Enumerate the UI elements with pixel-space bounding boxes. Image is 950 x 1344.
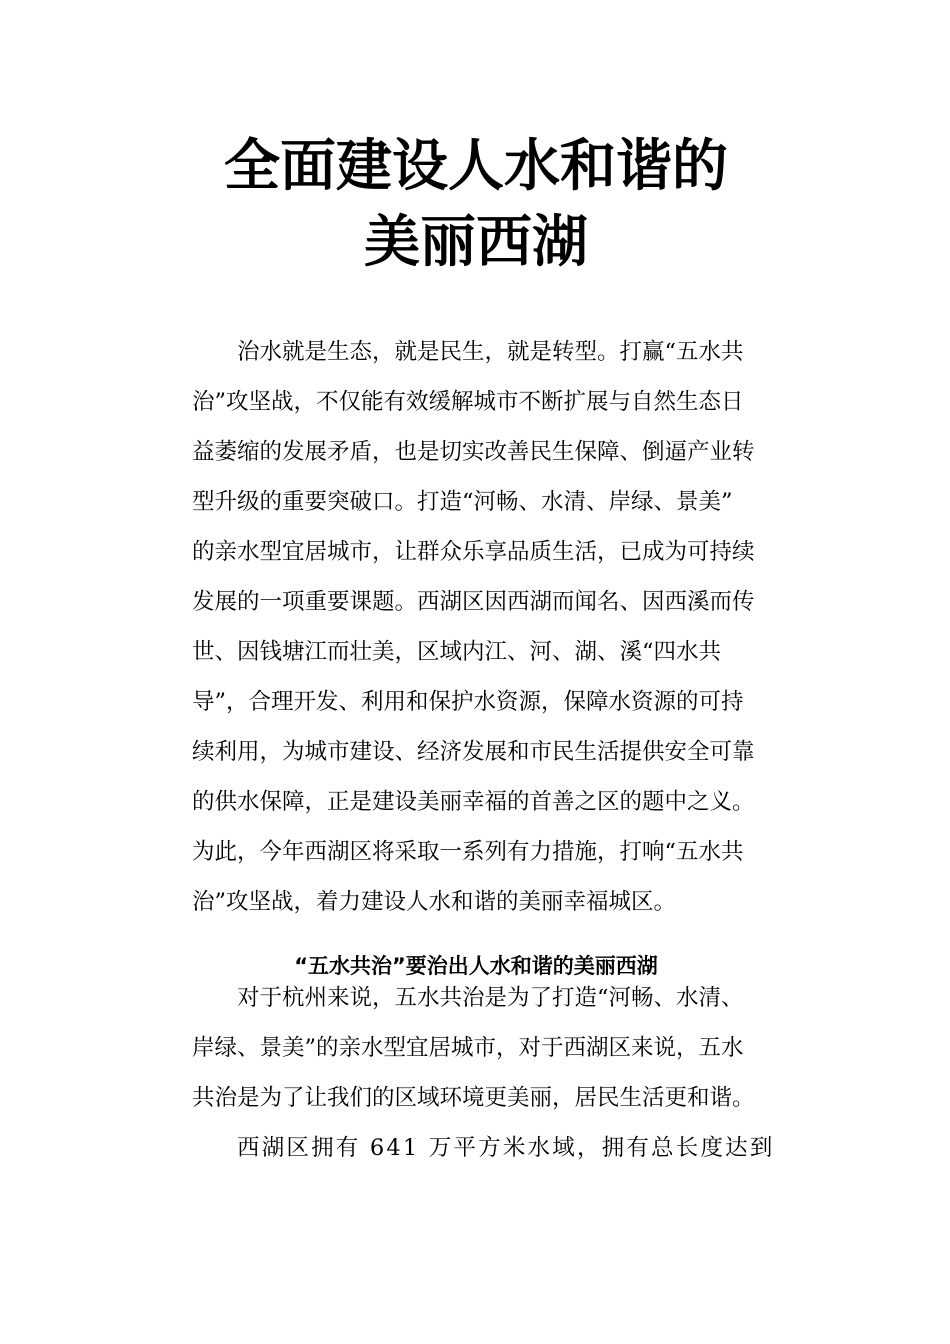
paragraph-line: 续利用，为城市建设、经济发展和市民生活提供安全可靠 (192, 739, 755, 765)
paragraph-line: 的亲水型宜居城市，让群众乐享品质生活，已成为可持续 (192, 539, 755, 565)
paragraph-line: 导”，合理开发、利用和保护水资源，保障水资源的可持 (192, 689, 744, 715)
paragraph-line: 型升级的重要突破口。打造“河畅、水清、岸绿、景美” (192, 489, 733, 515)
paragraph-line: 治”攻坚战，着力建设人水和谐的美丽幸福城区。 (192, 889, 677, 915)
paragraph-1 (192, 327, 760, 927)
paragraph-line: 的供水保障，正是建设美丽幸福的首善之区的题中之义。 (192, 789, 755, 815)
paragraph-3 (192, 1123, 775, 1173)
paragraph-line: 发展的一项重要课题。西湖区因西湖而闻名、因西溪而传 (192, 589, 755, 615)
section-heading: “五水共治”要治出人水和谐的美丽西湖 (294, 954, 658, 979)
paragraph-line: 对于杭州来说，五水共治是为了打造“河畅、水清、 (237, 985, 744, 1011)
paragraph-line: 治”攻坚战，不仅能有效缓解城市不断扩展与自然生态日 (192, 389, 744, 415)
paragraph-line: 为此，今年西湖区将采取一系列有力措施，打响“五水共 (192, 839, 744, 865)
paragraph-line: 世、因钱塘江而壮美，区域内江、河、湖、溪“四水共 (192, 639, 722, 665)
document-title-line-1: 全面建设人水和谐的 (224, 134, 728, 199)
document-title-line-2: 美丽西湖 (364, 210, 588, 275)
paragraph-line: 岸绿、景美”的亲水型宜居城市，对于西湖区来说，五水 (192, 1035, 744, 1061)
paragraph-line: 共治是为了让我们的区域环境更美丽，居民生活更和谐。 (192, 1085, 755, 1111)
paragraph-line: 益萎缩的发展矛盾，也是切实改善民生保障、倒逼产业转 (192, 439, 755, 465)
paragraph-line: 西湖区拥有 641 万平方米水域，拥有总长度达到 (237, 1135, 775, 1161)
paragraph-2 (192, 973, 760, 1123)
paragraph-line: 治水就是生态，就是民生，就是转型。打赢“五水共 (237, 339, 744, 365)
